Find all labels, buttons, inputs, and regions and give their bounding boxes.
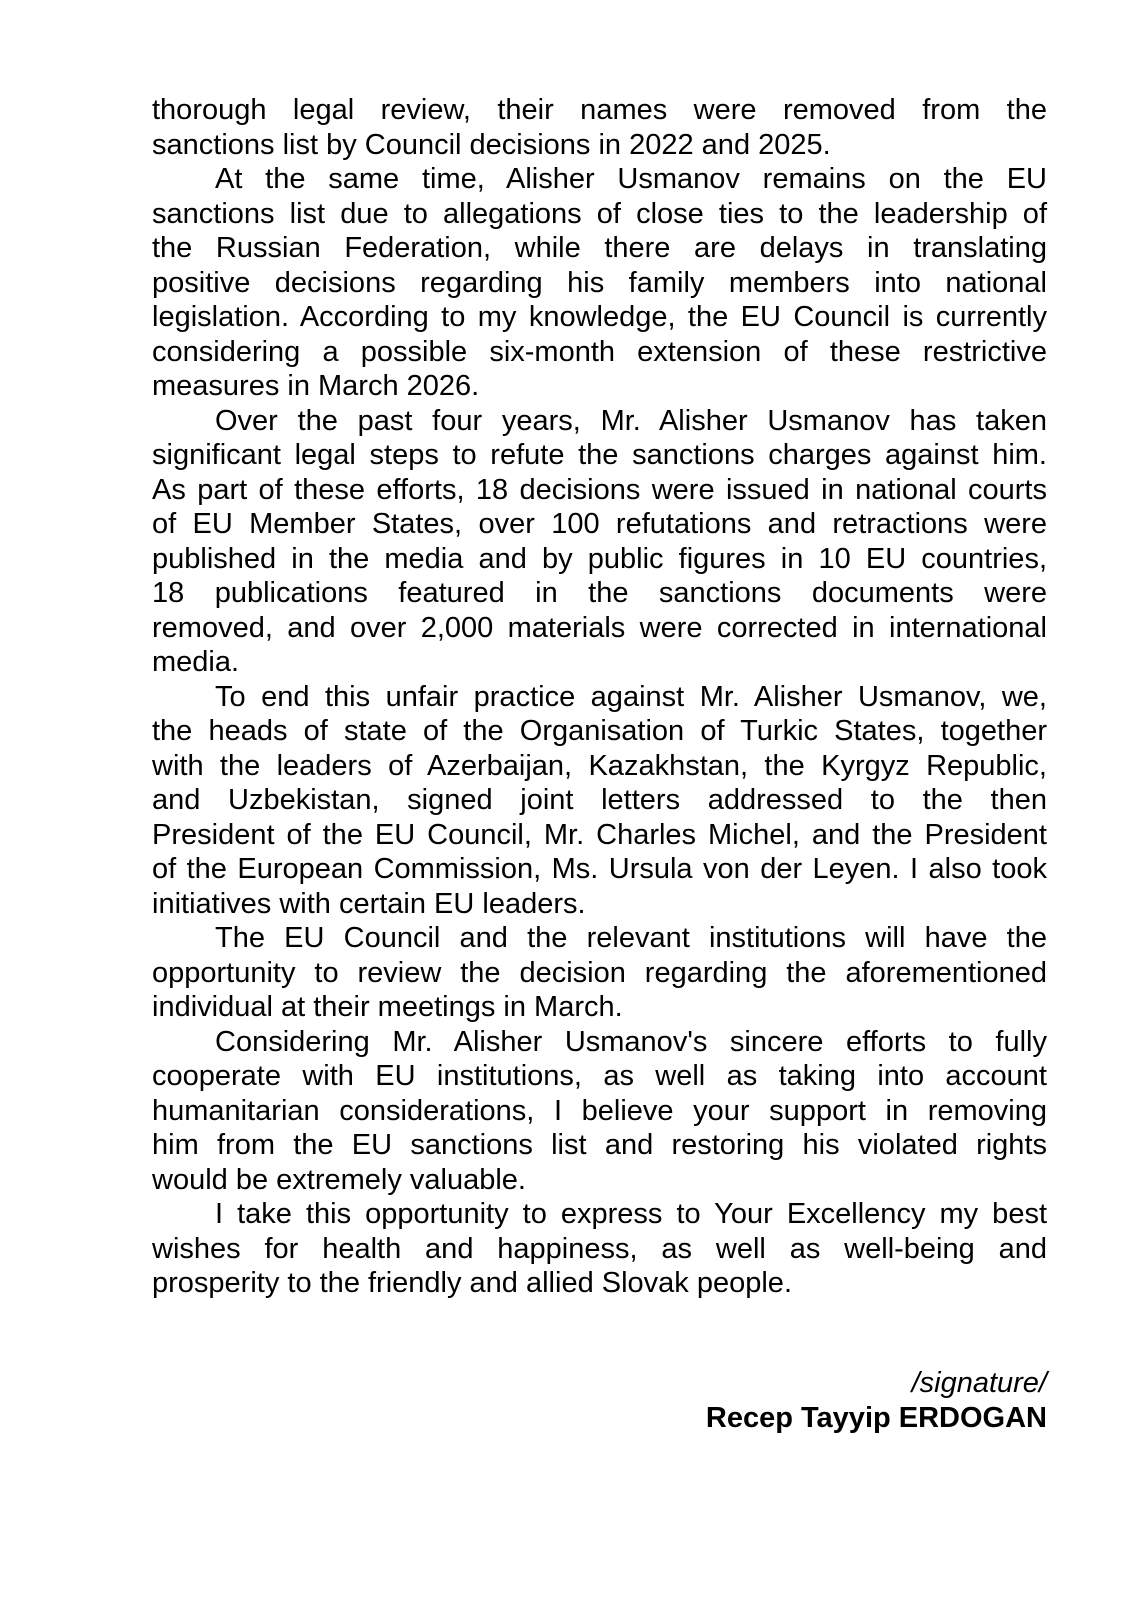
body-line: significant legal steps to refute the sanctions charges against him. <box>152 439 1047 471</box>
body-line: published in the media and by public figures in 10 EU countries, <box>152 542 1047 575</box>
body-line: humanitarian considerations, I believe your support in removing <box>152 1094 1047 1127</box>
body-line: I take this opportunity to express to Your Excellency my best <box>215 1198 1047 1230</box>
paragraph <box>152 680 1047 922</box>
paragraph <box>152 1197 1047 1301</box>
body-line: As part of these efforts, 18 decisions were issued in national courts <box>152 473 1047 506</box>
body-line: prosperity to the friendly and allied Slovak people. <box>152 1267 792 1299</box>
body-line: Over the past four years, Mr. Alisher Usmanov has taken <box>215 404 1047 437</box>
body-line: wishes for health and happiness, as well as well-being and <box>152 1232 1047 1265</box>
body-line: the heads of state of the Organisation of Turkic States, together <box>152 715 1047 747</box>
signature-block <box>706 1366 1047 1435</box>
paragraph <box>152 93 1047 162</box>
body-line: Considering Mr. Alisher Usmanov's sincere efforts to fully <box>215 1025 1047 1058</box>
body-line: measures in March 2026. <box>152 370 480 402</box>
body-line: of the European Commission, Ms. Ursula von der Leyen. I also took <box>152 853 1047 885</box>
body-line: individual at their meetings in March. <box>152 991 623 1023</box>
body-line: President of the EU Council, Mr. Charles Michel, and the President <box>152 818 1047 851</box>
body-line: The EU Council and the relevant institutions will have the <box>215 922 1047 954</box>
body-line: sanctions list due to allegations of close ties to the leadership of <box>152 197 1047 230</box>
body-line: and Uzbekistan, signed joint letters addressed to the then <box>152 784 1047 816</box>
body-line: the Russian Federation, while there are delays in translating <box>152 232 1047 264</box>
paragraph <box>152 404 1047 680</box>
body-line: cooperate with EU institutions, as well as taking into account <box>152 1060 1047 1092</box>
body-line: media. <box>152 646 240 678</box>
body-line: sanctions list by Council decisions in 2022 and 2025. <box>152 128 831 161</box>
body-line: opportunity to review the decision regarding the aforementioned <box>152 956 1047 989</box>
body-line: would be extremely valuable. <box>152 1163 526 1196</box>
paragraph <box>152 162 1047 404</box>
body-line: considering a possible six-month extension of these restrictive <box>152 335 1047 368</box>
paragraph <box>152 1025 1047 1198</box>
body-line: At the same time, Alisher Usmanov remains on the EU <box>215 163 1047 195</box>
body-line: positive decisions regarding his family members into national <box>152 266 1047 299</box>
body-line: of EU Member States, over 100 refutations and retractions were <box>152 508 1047 540</box>
signatory-name: Recep Tayyip ERDOGAN <box>705 1401 1047 1434</box>
body-line: To end this unfair practice against Mr. Alisher Usmanov, we, <box>215 680 1047 713</box>
letter-body <box>152 93 1047 1301</box>
body-line: 18 publications featured in the sanctions documents were <box>152 577 1047 609</box>
body-line: with the leaders of Azerbaijan, Kazakhstan, the Kyrgyz Republic, <box>152 749 1047 782</box>
body-line: initiatives with certain EU leaders. <box>152 887 586 920</box>
body-line: legislation. According to my knowledge, the EU Council is currently <box>152 301 1047 333</box>
body-line: thorough legal review, their names were removed from the <box>152 94 1047 126</box>
signature-notation: /signature/ <box>911 1367 1047 1399</box>
paragraph <box>152 921 1047 1025</box>
body-line: removed, and over 2,000 materials were corrected in international <box>152 611 1047 644</box>
body-line: him from the EU sanctions list and restoring his violated rights <box>152 1129 1047 1161</box>
